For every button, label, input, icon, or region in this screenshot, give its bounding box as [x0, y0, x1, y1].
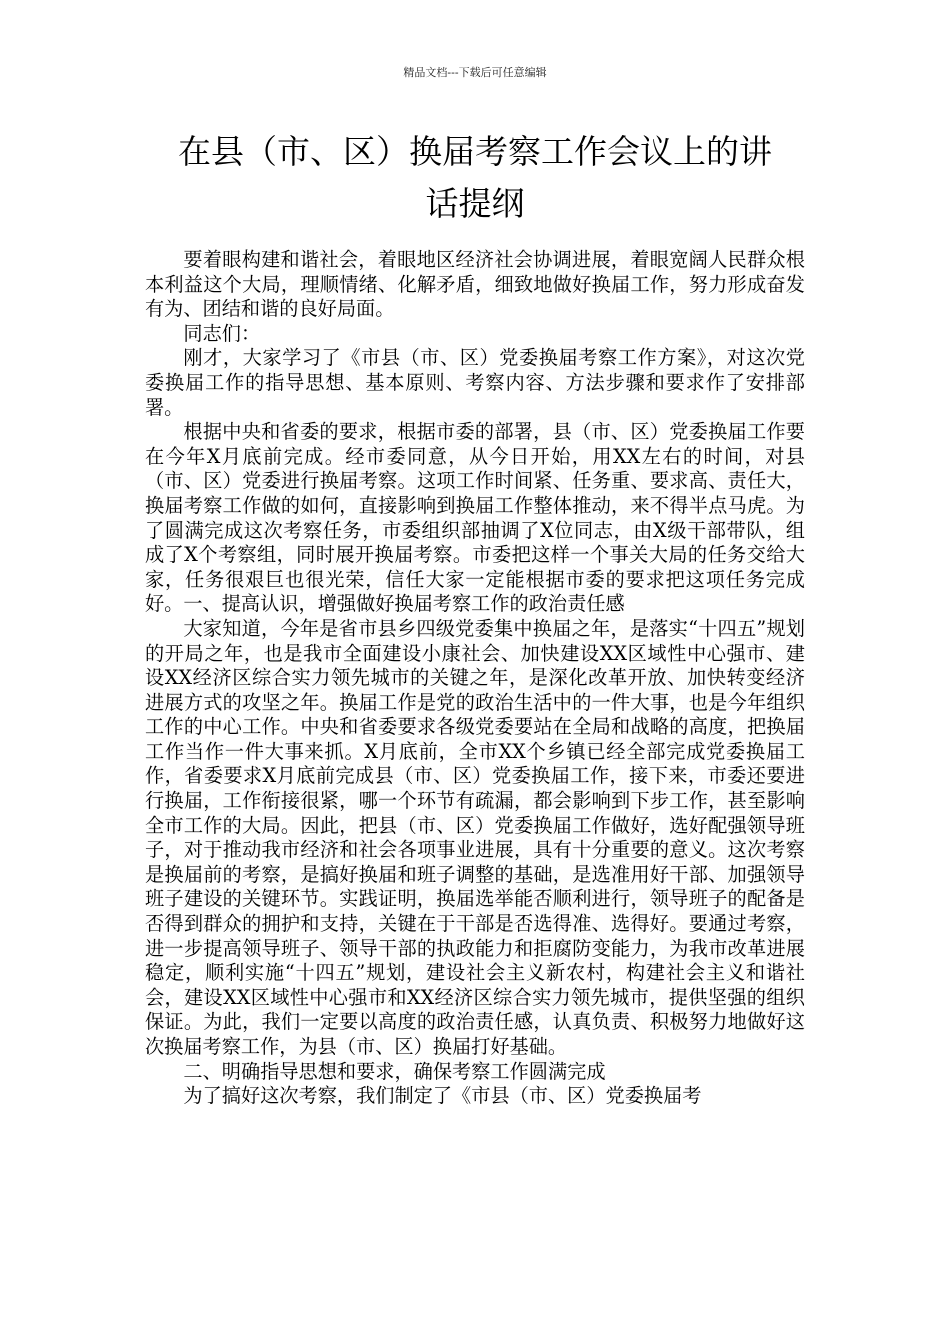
- document-body: [145, 248, 805, 1109]
- title-line-2: 话提纲: [425, 184, 525, 223]
- paragraph-plan-review: 刚才，大家学习了《市县（市、区）党委换届考察工作方案》，对这次党委换届工作的指导思想、基本原则、考察内容、方法步骤和要求作了安排部署。: [145, 346, 805, 419]
- paragraph-timeline: 根据中央和省委的要求，根据市委的部署，县（市、区）党委换届工作要在今年X月底前完成。经市委同意，从今日开始，用XX左右的时间，对县（市、区）党委进行换届考察。这项工作时间紧、任务重、要求高、责任大，换届考察工作做的如何，直接影响到换届工作整体推动，来不得半点马虎。为了圆满完成这次考察任务，市委组织部抽调了X位同志，由X级干部带队，组成了X个考察组，同时展开换届考察。市委把这样一个事关大局的任务交给大家，任务很艰巨也很光荣，信任大家一定能根据市委的要求把这项任务完成好。一、提高认识，增强做好换届考察工作的政治责任感: [145, 420, 805, 616]
- paragraph-salutation: 同志们：: [183, 321, 261, 345]
- header-note: 精品文档---下载后可任意编辑: [403, 66, 547, 79]
- paragraph-section-2-start: 为了搞好这次考察，我们制定了《市县（市、区）党委换届考: [183, 1084, 702, 1108]
- title-line-1: 在县（市、区）换届考察工作会议上的讲: [178, 132, 772, 171]
- section-heading-2: 二、明确指导思想和要求，确保考察工作圆满完成: [183, 1059, 606, 1083]
- document-title: [145, 126, 805, 230]
- paragraph-significance: 大家知道，今年是省市县乡四级党委集中换届之年，是落实“十四五”规划的开局之年，也是我市全面建设小康社会、加快建设XX区域性中心强市、建设XX经济区综合实力领先城市的关键之年，是深化改革开放、加快转变经济进展方式的攻坚之年。换届工作是党的政治生活中的一件大事，也是今年组织工作的中心工作。中央和省委要求各级党委要站在全局和战略的高度，把换届工作当作一件大事来抓。X月底前，全市XX个乡镇已经全部完成党委换届工作，省委要求X月底前完成县（市、区）党委换届工作，接下来，市委还要进行换届，工作衔接很紧，哪一个环节有疏漏，都会影响到下步工作，甚至影响全市工作的大局。因此，把县（市、区）党委换届工作做好，选好配强领导班子，对于推动我市经济和社会各项事业进展，具有十分重要的意义。这次考察是换届前的考察，是搞好换届和班子调整的基础，是选准用好干部、加强领导班子建设的关键环节。实践证明，换届选举能否顺利进行，领导班子的配备是否得到群众的拥护和支持，关键在于干部是否选得准、选得好。要通过考察，进一步提高领导班子、领导干部的执政能力和拒腐防变能力，为我市改革进展稳定，顺利实施“十四五”规划，建设社会主义新农村，构建社会主义和谐社会，建设XX区域性中心强市和XX经济区综合实力领先城市，提供坚强的组织保证。为此，我们一定要以高度的政治责任感，认真负责、积极努力地做好这次换届考察工作，为县（市、区）换届打好基础。: [145, 616, 805, 1058]
- paragraph-intro: 要着眼构建和谐社会，着眼地区经济社会协调进展，着眼宽阔人民群众根本利益这个大局，理顺情绪、化解矛盾，细致地做好换届工作，努力形成奋发有为、团结和谐的良好局面。: [145, 248, 805, 321]
